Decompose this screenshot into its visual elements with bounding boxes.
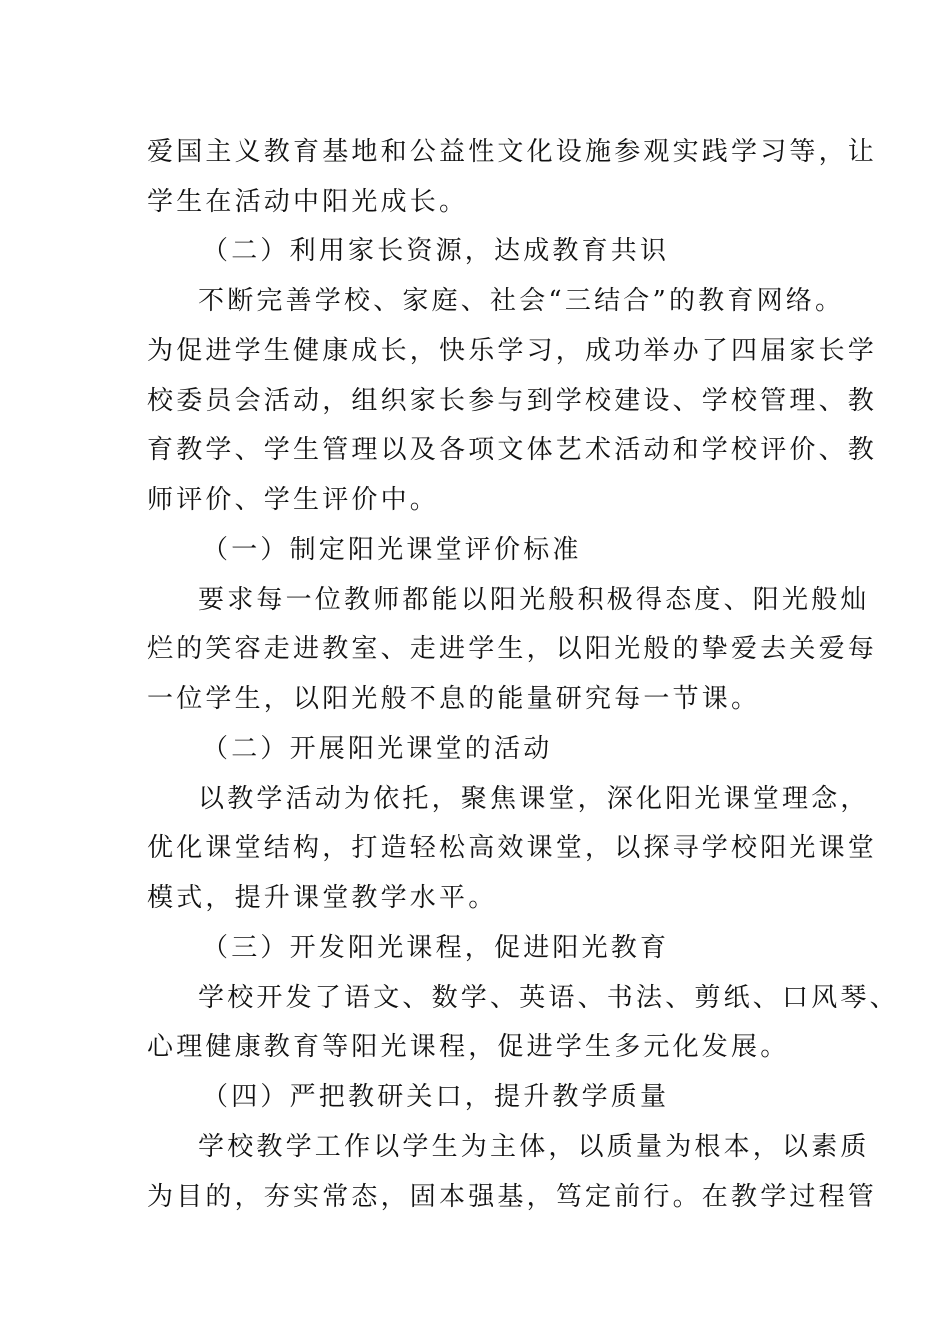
body-text-line: 学校教学工作以学生为主体，以质量为根本，以素质 <box>198 1132 870 1162</box>
section-heading: （四）严把教研关口，提升教学质量 <box>202 1082 670 1112</box>
body-text-line: 为促进学生健康成长，快乐学习，成功举办了四届家长学 <box>147 336 878 366</box>
body-text-line: 烂的笑容走进教室、走进学生，以阳光般的挚爱去关爱每 <box>147 634 878 664</box>
body-text-line: 爱国主义教育基地和公益性文化设施参观实践学习等，让 <box>147 137 878 167</box>
body-text-line: 一位学生，以阳光般不息的能量研究每一节课。 <box>147 684 761 714</box>
body-text-line: 校委员会活动，组织家长参与到学校建设、学校管理、教 <box>147 386 878 416</box>
body-text-line: 为目的，夯实常态，固本强基，笃定前行。在教学过程管 <box>147 1182 878 1212</box>
body-text-line: 学校开发了语文、数学、英语、书法、剪纸、口风琴、 <box>198 983 899 1013</box>
body-text-line: 育教学、学生管理以及各项文体艺术活动和学校评价、教 <box>147 435 878 465</box>
body-text-line: 师评价、学生评价中。 <box>147 485 440 515</box>
body-text-line: 模式，提升课堂教学水平。 <box>147 883 498 913</box>
section-heading: （二）利用家长资源，达成教育共识 <box>202 236 670 266</box>
section-heading: （三）开发阳光课程，促进阳光教育 <box>202 933 670 963</box>
section-heading: （一）制定阳光课堂评价标准 <box>202 535 582 565</box>
body-text-line: 要求每一位教师都能以阳光般积极得态度、阳光般灿 <box>198 585 870 615</box>
section-heading: （二）开展阳光课堂的活动 <box>202 734 553 764</box>
body-text-line: 以教学活动为依托，聚焦课堂，深化阳光课堂理念， <box>198 784 870 814</box>
body-text-line: 学生在活动中阳光成长。 <box>147 187 469 217</box>
body-text-line: 优化课堂结构，打造轻松高效课堂，以探寻学校阳光课堂 <box>147 833 878 863</box>
body-text-line: 心理健康教育等阳光课程，促进学生多元化发展。 <box>147 1032 790 1062</box>
body-text-line: 不断完善学校、家庭、社会“三结合”的教育网络。 <box>198 286 845 316</box>
